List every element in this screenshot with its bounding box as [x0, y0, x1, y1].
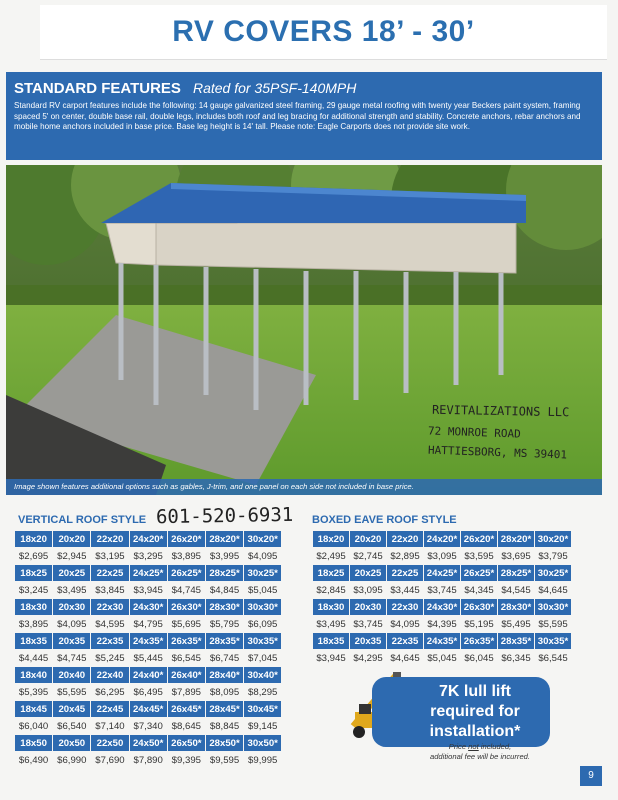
vertical_roof-price-cell: $6,490	[15, 752, 53, 769]
vertical_roof-size-cell: 22x40	[91, 667, 129, 684]
boxed_eave-size-cell: 22x20	[387, 531, 424, 548]
vertical_roof-price-cell: $3,895	[15, 616, 53, 633]
boxed_eave-size-cell: 28x30*	[498, 599, 535, 616]
vertical_roof-size-cell: 18x50	[15, 735, 53, 752]
vertical_roof-price-cell: $6,745	[205, 650, 243, 667]
boxed_eave-size-cell: 28x25*	[498, 565, 535, 582]
vertical_roof-price-cell: $5,045	[244, 582, 282, 599]
vertical_roof-price-cell: $5,395	[15, 684, 53, 701]
vertical_roof-size-cell: 30x50*	[244, 735, 282, 752]
boxed_eave-price-cell: $3,495	[313, 616, 350, 633]
vertical_roof-price-cell: $4,445	[15, 650, 53, 667]
vertical_roof-price-cell: $8,295	[244, 684, 282, 701]
boxed_eave-price-row	[313, 548, 572, 565]
vertical_roof-size-cell: 24x40*	[129, 667, 167, 684]
vertical_roof-price-cell: $2,945	[53, 548, 91, 565]
handwritten-street: 72 MONROE ROAD	[427, 424, 521, 441]
vertical_roof-price-cell: $6,040	[15, 718, 53, 735]
boxed_eave-price-cell: $5,495	[498, 616, 535, 633]
boxed_eave-size-row	[313, 599, 572, 616]
vertical_roof-price-cell: $5,445	[129, 650, 167, 667]
vertical_roof-price-cell: $7,690	[91, 752, 129, 769]
vertical_roof-size-cell: 28x45*	[205, 701, 243, 718]
features-description: Standard RV carport features include the following: 14 gauge galvanized steel framing, 29 gauge metal roofing with twenty year Beckers paint system, framing spaced 5' on center, double base rail, double legs, includes both roof and leg bracing for additional strength and stability. Concrete anchors, rebar anchors and mobile home anchors included in base price. Base leg height is 14' tall. Please note: Eagle Carports does not provide site work.	[14, 101, 581, 131]
boxed_eave-price-cell: $3,945	[313, 650, 350, 667]
lull-line-3: installation*	[429, 723, 521, 740]
boxed_eave-price-cell: $5,195	[461, 616, 498, 633]
boxed_eave-size-cell: 26x25*	[461, 565, 498, 582]
boxed_eave-price-cell: $5,595	[535, 616, 572, 633]
boxed_eave-price-cell: $2,745	[350, 548, 387, 565]
vertical_roof-size-cell: 20x25	[53, 565, 91, 582]
vertical_roof-price-row	[15, 548, 282, 565]
vertical_roof-size-cell: 26x45*	[167, 701, 205, 718]
boxed_eave-size-cell: 20x25	[350, 565, 387, 582]
vertical_roof-size-cell: 26x40*	[167, 667, 205, 684]
vertical_roof-size-cell: 30x45*	[244, 701, 282, 718]
lull-price-note	[410, 742, 550, 762]
boxed_eave-size-cell: 30x25*	[535, 565, 572, 582]
vertical_roof-size-cell: 30x20*	[244, 531, 282, 548]
features-rating: Rated for 35PSF-140MPH	[192, 80, 357, 96]
boxed_eave-size-cell: 26x30*	[461, 599, 498, 616]
vertical_roof-price-cell: $7,890	[129, 752, 167, 769]
vertical-roof-title: VERTICAL ROOF STYLE	[18, 514, 147, 526]
vertical_roof-size-cell: 18x35	[15, 633, 53, 650]
vertical_roof-size-cell: 22x30	[91, 599, 129, 616]
vertical_roof-price-row	[15, 752, 282, 769]
vertical_roof-size-cell: 20x35	[53, 633, 91, 650]
lull-line-1: 7K lull lift	[439, 683, 511, 700]
boxed_eave-size-row	[313, 531, 572, 548]
vertical_roof-price-cell: $3,245	[15, 582, 53, 599]
vertical_roof-size-cell: 18x40	[15, 667, 53, 684]
vertical_roof-size-cell: 20x45	[53, 701, 91, 718]
vertical_roof-price-cell: $6,295	[91, 684, 129, 701]
vertical_roof-price-cell: $5,795	[205, 616, 243, 633]
boxed_eave-size-cell: 18x35	[313, 633, 350, 650]
vertical_roof-size-cell: 18x30	[15, 599, 53, 616]
boxed_eave-size-cell: 26x35*	[461, 633, 498, 650]
boxed_eave-size-cell: 18x30	[313, 599, 350, 616]
boxed_eave-size-cell: 22x25	[387, 565, 424, 582]
vertical_roof-price-cell: $6,540	[53, 718, 91, 735]
boxed_eave-price-cell: $3,745	[424, 582, 461, 599]
boxed_eave-price-row	[313, 650, 572, 667]
vertical_roof-price-row	[15, 718, 282, 735]
vertical_roof-size-cell: 22x35	[91, 633, 129, 650]
vertical_roof-size-cell: 24x45*	[129, 701, 167, 718]
boxed_eave-price-cell: $3,445	[387, 582, 424, 599]
boxed_eave-price-cell: $5,045	[424, 650, 461, 667]
vertical_roof-size-cell: 24x20*	[129, 531, 167, 548]
boxed_eave-price-cell: $4,095	[387, 616, 424, 633]
boxed_eave-price-cell: $6,045	[461, 650, 498, 667]
vertical_roof-price-cell: $6,990	[53, 752, 91, 769]
vertical_roof-size-cell: 20x20	[53, 531, 91, 548]
vertical_roof-price-cell: $8,095	[205, 684, 243, 701]
boxed_eave-price-cell: $4,645	[535, 582, 572, 599]
vertical_roof-price-cell: $9,145	[244, 718, 282, 735]
boxed_eave-size-cell: 30x20*	[535, 531, 572, 548]
vertical_roof-price-cell: $6,495	[129, 684, 167, 701]
vertical_roof-price-cell: $7,140	[91, 718, 129, 735]
vertical_roof-price-cell: $8,645	[167, 718, 205, 735]
features-heading	[14, 80, 356, 97]
vertical_roof-size-cell: 24x25*	[129, 565, 167, 582]
boxed_eave-size-cell: 18x20	[313, 531, 350, 548]
vertical_roof-price-cell: $4,095	[53, 616, 91, 633]
vertical_roof-size-cell: 30x25*	[244, 565, 282, 582]
vertical_roof-size-cell: 28x20*	[205, 531, 243, 548]
vertical_roof-price-cell: $8,845	[205, 718, 243, 735]
vertical_roof-price-cell: $4,745	[167, 582, 205, 599]
vertical_roof-price-cell: $6,095	[244, 616, 282, 633]
standard-features-band	[6, 72, 602, 160]
boxed-eave-title: BOXED EAVE ROOF STYLE	[312, 514, 457, 526]
boxed_eave-price-cell: $3,795	[535, 548, 572, 565]
boxed_eave-price-cell: $2,895	[387, 548, 424, 565]
lull-note-not: not	[468, 742, 479, 751]
vertical_roof-size-cell: 20x50	[53, 735, 91, 752]
vertical_roof-price-cell: $4,595	[91, 616, 129, 633]
vertical_roof-size-cell: 28x25*	[205, 565, 243, 582]
boxed_eave-size-cell: 26x20*	[461, 531, 498, 548]
vertical_roof-size-cell: 18x45	[15, 701, 53, 718]
vertical_roof-price-cell: $7,340	[129, 718, 167, 735]
features-heading-text: STANDARD FEATURES	[14, 80, 181, 97]
vertical_roof-size-cell: 28x40*	[205, 667, 243, 684]
boxed_eave-size-cell: 20x20	[350, 531, 387, 548]
handwritten-city: HATTIESBORG, MS 39401	[427, 443, 568, 462]
boxed_eave-size-cell: 20x35	[350, 633, 387, 650]
boxed_eave-size-cell: 24x20*	[424, 531, 461, 548]
boxed_eave-size-cell: 18x25	[313, 565, 350, 582]
boxed_eave-size-cell: 24x25*	[424, 565, 461, 582]
vertical_roof-size-cell: 30x40*	[244, 667, 282, 684]
boxed_eave-size-cell: 28x35*	[498, 633, 535, 650]
boxed_eave-price-cell: $4,645	[387, 650, 424, 667]
vertical_roof-size-cell: 24x30*	[129, 599, 167, 616]
vertical_roof-size-cell: 26x35*	[167, 633, 205, 650]
vertical_roof-price-cell: $7,895	[167, 684, 205, 701]
boxed_eave-size-cell: 28x20*	[498, 531, 535, 548]
boxed_eave-size-cell: 30x35*	[535, 633, 572, 650]
boxed_eave-size-row	[313, 633, 572, 650]
boxed_eave-price-cell: $2,845	[313, 582, 350, 599]
boxed_eave-price-cell: $6,345	[498, 650, 535, 667]
vertical_roof-price-cell: $6,545	[167, 650, 205, 667]
boxed-eave-price-table	[312, 530, 572, 667]
vertical_roof-price-cell: $2,695	[15, 548, 53, 565]
vertical_roof-size-row	[15, 701, 282, 718]
vertical_roof-size-cell: 24x35*	[129, 633, 167, 650]
vertical_roof-size-cell: 18x25	[15, 565, 53, 582]
vertical_roof-price-cell: $3,845	[91, 582, 129, 599]
boxed_eave-price-row	[313, 616, 572, 633]
boxed_eave-size-cell: 22x35	[387, 633, 424, 650]
boxed_eave-price-cell: $3,745	[350, 616, 387, 633]
carport-illustration	[6, 165, 602, 495]
vertical_roof-size-cell: 20x40	[53, 667, 91, 684]
lull-line-2: required for	[430, 703, 520, 720]
vertical_roof-price-cell: $3,295	[129, 548, 167, 565]
vertical_roof-size-cell: 18x20	[15, 531, 53, 548]
handwritten-phone: 601-520-6931	[155, 503, 294, 529]
page-title: RV COVERS 18’ - 30’	[172, 15, 475, 48]
boxed_eave-price-cell: $4,295	[350, 650, 387, 667]
vertical_roof-size-row	[15, 599, 282, 616]
vertical_roof-price-cell: $9,595	[205, 752, 243, 769]
vertical_roof-price-cell: $4,845	[205, 582, 243, 599]
boxed_eave-price-row	[313, 582, 572, 599]
vertical_roof-size-cell: 30x30*	[244, 599, 282, 616]
vertical_roof-price-cell: $3,195	[91, 548, 129, 565]
vertical_roof-price-cell: $5,245	[91, 650, 129, 667]
vertical_roof-size-cell: 20x30	[53, 599, 91, 616]
boxed_eave-size-row	[313, 565, 572, 582]
boxed_eave-size-cell: 30x30*	[535, 599, 572, 616]
vertical_roof-size-cell: 26x20*	[167, 531, 205, 548]
boxed_eave-price-cell: $3,595	[461, 548, 498, 565]
vertical_roof-size-cell: 22x25	[91, 565, 129, 582]
vertical_roof-size-cell: 26x30*	[167, 599, 205, 616]
vertical_roof-price-cell: $5,695	[167, 616, 205, 633]
vertical-roof-price-table	[14, 530, 282, 769]
vertical_roof-size-cell: 28x35*	[205, 633, 243, 650]
vertical_roof-price-cell: $3,895	[167, 548, 205, 565]
boxed_eave-price-cell: $4,545	[498, 582, 535, 599]
boxed_eave-price-cell: $2,495	[313, 548, 350, 565]
vertical_roof-size-cell: 28x50*	[205, 735, 243, 752]
boxed_eave-price-cell: $3,695	[498, 548, 535, 565]
boxed_eave-size-cell: 20x30	[350, 599, 387, 616]
vertical_roof-price-cell: $9,995	[244, 752, 282, 769]
boxed_eave-price-cell: $3,095	[350, 582, 387, 599]
vertical_roof-size-row	[15, 633, 282, 650]
page-number: 9	[580, 766, 602, 786]
vertical_roof-size-cell: 26x50*	[167, 735, 205, 752]
photo-caption: Image shown features additional options such as gables, J-trim, and one panel on each side not included in base price.	[6, 479, 602, 495]
lull-note-pre: Price	[448, 742, 469, 751]
boxed_eave-size-cell: 24x35*	[424, 633, 461, 650]
vertical_roof-size-cell: 22x20	[91, 531, 129, 548]
vertical_roof-price-row	[15, 616, 282, 633]
boxed_eave-price-cell: $3,095	[424, 548, 461, 565]
boxed_eave-price-cell: $4,395	[424, 616, 461, 633]
vertical_roof-price-row	[15, 582, 282, 599]
handwritten-company: REVITALIZATIONS LLC	[431, 402, 570, 420]
carport-photo	[6, 165, 602, 495]
vertical_roof-size-cell: 30x35*	[244, 633, 282, 650]
lull-note-post: included,	[478, 742, 512, 751]
vertical_roof-price-row	[15, 684, 282, 701]
vertical_roof-price-cell: $5,595	[53, 684, 91, 701]
vertical_roof-price-cell: $4,795	[129, 616, 167, 633]
vertical_roof-size-row	[15, 565, 282, 582]
vertical_roof-price-cell: $4,095	[244, 548, 282, 565]
vertical_roof-size-cell: 22x45	[91, 701, 129, 718]
vertical_roof-size-row	[15, 667, 282, 684]
boxed_eave-size-cell: 24x30*	[424, 599, 461, 616]
boxed_eave-size-cell: 22x30	[387, 599, 424, 616]
lull-note-fee: additional fee will be incurred.	[429, 752, 531, 761]
vertical_roof-size-cell: 24x50*	[129, 735, 167, 752]
vertical_roof-price-cell: $3,945	[129, 582, 167, 599]
vertical_roof-size-cell: 22x50	[91, 735, 129, 752]
vertical_roof-price-row	[15, 650, 282, 667]
boxed_eave-price-cell: $6,545	[535, 650, 572, 667]
title-banner	[40, 5, 607, 60]
vertical_roof-size-cell: 26x25*	[167, 565, 205, 582]
lull-lift-notice	[372, 677, 550, 747]
vertical_roof-price-cell: $7,045	[244, 650, 282, 667]
vertical_roof-price-cell: $9,395	[167, 752, 205, 769]
vertical_roof-size-row	[15, 735, 282, 752]
vertical_roof-size-cell: 28x30*	[205, 599, 243, 616]
vertical_roof-price-cell: $3,495	[53, 582, 91, 599]
vertical_roof-size-row	[15, 531, 282, 548]
vertical_roof-price-cell: $3,995	[205, 548, 243, 565]
boxed_eave-price-cell: $4,345	[461, 582, 498, 599]
vertical_roof-price-cell: $4,745	[53, 650, 91, 667]
